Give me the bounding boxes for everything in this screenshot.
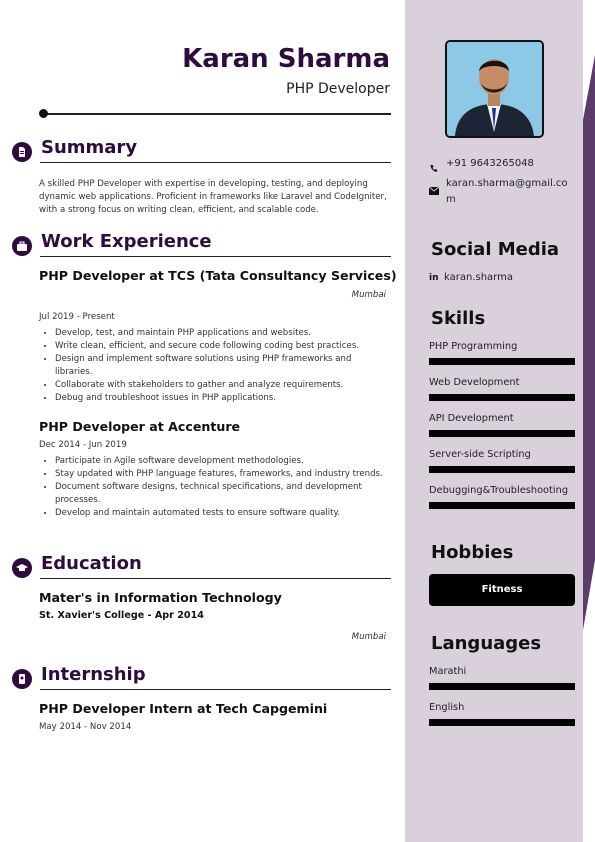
education-heading: Education	[41, 553, 142, 574]
job-title: PHP Developer at TCS (Tata Consultancy Services)	[39, 268, 397, 283]
language-bar	[429, 683, 575, 690]
education-location: Mumbai	[351, 632, 386, 642]
header-divider-dot	[39, 109, 48, 118]
internship-divider	[40, 689, 391, 690]
summary-icon	[12, 142, 32, 162]
hobby-badge: Fitness	[429, 574, 575, 606]
badge-icon	[12, 669, 32, 689]
list-item: • Participate in Agile software development methodologies.	[55, 455, 391, 468]
work-divider	[40, 256, 391, 257]
list-item: • Debug and troubleshoot issues in PHP applications.	[55, 392, 391, 405]
skill-bar	[429, 394, 575, 401]
list-item: • Document software designs, technical specifications, and development processes.	[55, 481, 391, 507]
social-heading: Social Media	[431, 239, 560, 260]
job-bullets	[39, 455, 391, 520]
candidate-name: Karan Sharma	[182, 44, 390, 74]
job-location: Mumbai	[351, 290, 386, 300]
summary-divider	[40, 162, 391, 163]
degree-title: Mater's in Information Technology	[39, 590, 282, 605]
job-date: Dec 2014 - Jun 2019	[39, 440, 127, 450]
graduation-cap-icon	[12, 558, 32, 578]
list-item: • Collaborate with stakeholders to gather and analyze requirements.	[55, 379, 391, 392]
list-item: • Develop and maintain automated tests to ensure software quality.	[55, 507, 391, 520]
list-item: • Stay updated with PHP language features, frameworks, and industry trends.	[55, 468, 391, 481]
internship-date: May 2014 - Nov 2014	[39, 722, 132, 732]
header-divider	[43, 113, 391, 115]
phone-icon	[429, 158, 438, 177]
decorative-accent-stripe	[583, 0, 595, 842]
skill-bar	[429, 502, 575, 509]
skill-bar	[429, 358, 575, 365]
internship-role: PHP Developer Intern at Tech Capgemini	[39, 701, 328, 716]
work-heading: Work Experience	[41, 231, 212, 252]
language-label: English	[429, 702, 465, 713]
job-title: PHP Developer at Accenture	[39, 419, 241, 434]
email-icon	[429, 180, 439, 199]
linkedin-handle: karan.sharma	[444, 272, 513, 283]
school-name: St. Xavier's College - Apr 2014	[39, 610, 204, 621]
summary-heading: Summary	[41, 137, 138, 158]
skill-bar	[429, 430, 575, 437]
skill-bar	[429, 466, 575, 473]
list-item: • Develop, test, and maintain PHP applications and websites.	[55, 327, 391, 340]
skill-label: PHP Programming	[429, 341, 518, 352]
email-address: karan.sharma@gmail.com	[446, 178, 568, 205]
education-divider	[40, 578, 391, 579]
hobbies-heading: Hobbies	[431, 542, 514, 563]
skill-label: Server-side Scripting	[429, 449, 531, 460]
skill-label: Web Development	[429, 377, 520, 388]
list-item: • Write clean, efficient, and secure code following coding best practices.	[55, 340, 391, 353]
job-date: Jul 2019 - Present	[39, 312, 115, 322]
language-label: Marathi	[429, 666, 467, 677]
job-bullets	[39, 327, 391, 405]
phone-number: +91 9643265048	[446, 158, 534, 169]
skill-label: API Development	[429, 413, 514, 424]
skill-label: Debugging&Troubleshooting	[429, 485, 569, 496]
languages-heading: Languages	[431, 633, 542, 654]
skills-heading: Skills	[431, 308, 486, 329]
candidate-role: PHP Developer	[286, 81, 390, 97]
list-item: • Design and implement software solutions using PHP frameworks and libraries.	[55, 353, 391, 379]
linkedin-icon: in	[429, 273, 439, 283]
profile-photo	[445, 40, 544, 138]
summary-text: A skilled PHP Developer with expertise in developing, testing, and deploying dynamic web applications. Proficient in frameworks like Laravel and CodeIgniter, with a strong focus on writing clean, efficient, and scalable code.	[39, 179, 387, 215]
language-bar	[429, 719, 575, 726]
briefcase-icon	[12, 236, 32, 256]
internship-heading: Internship	[41, 664, 146, 685]
